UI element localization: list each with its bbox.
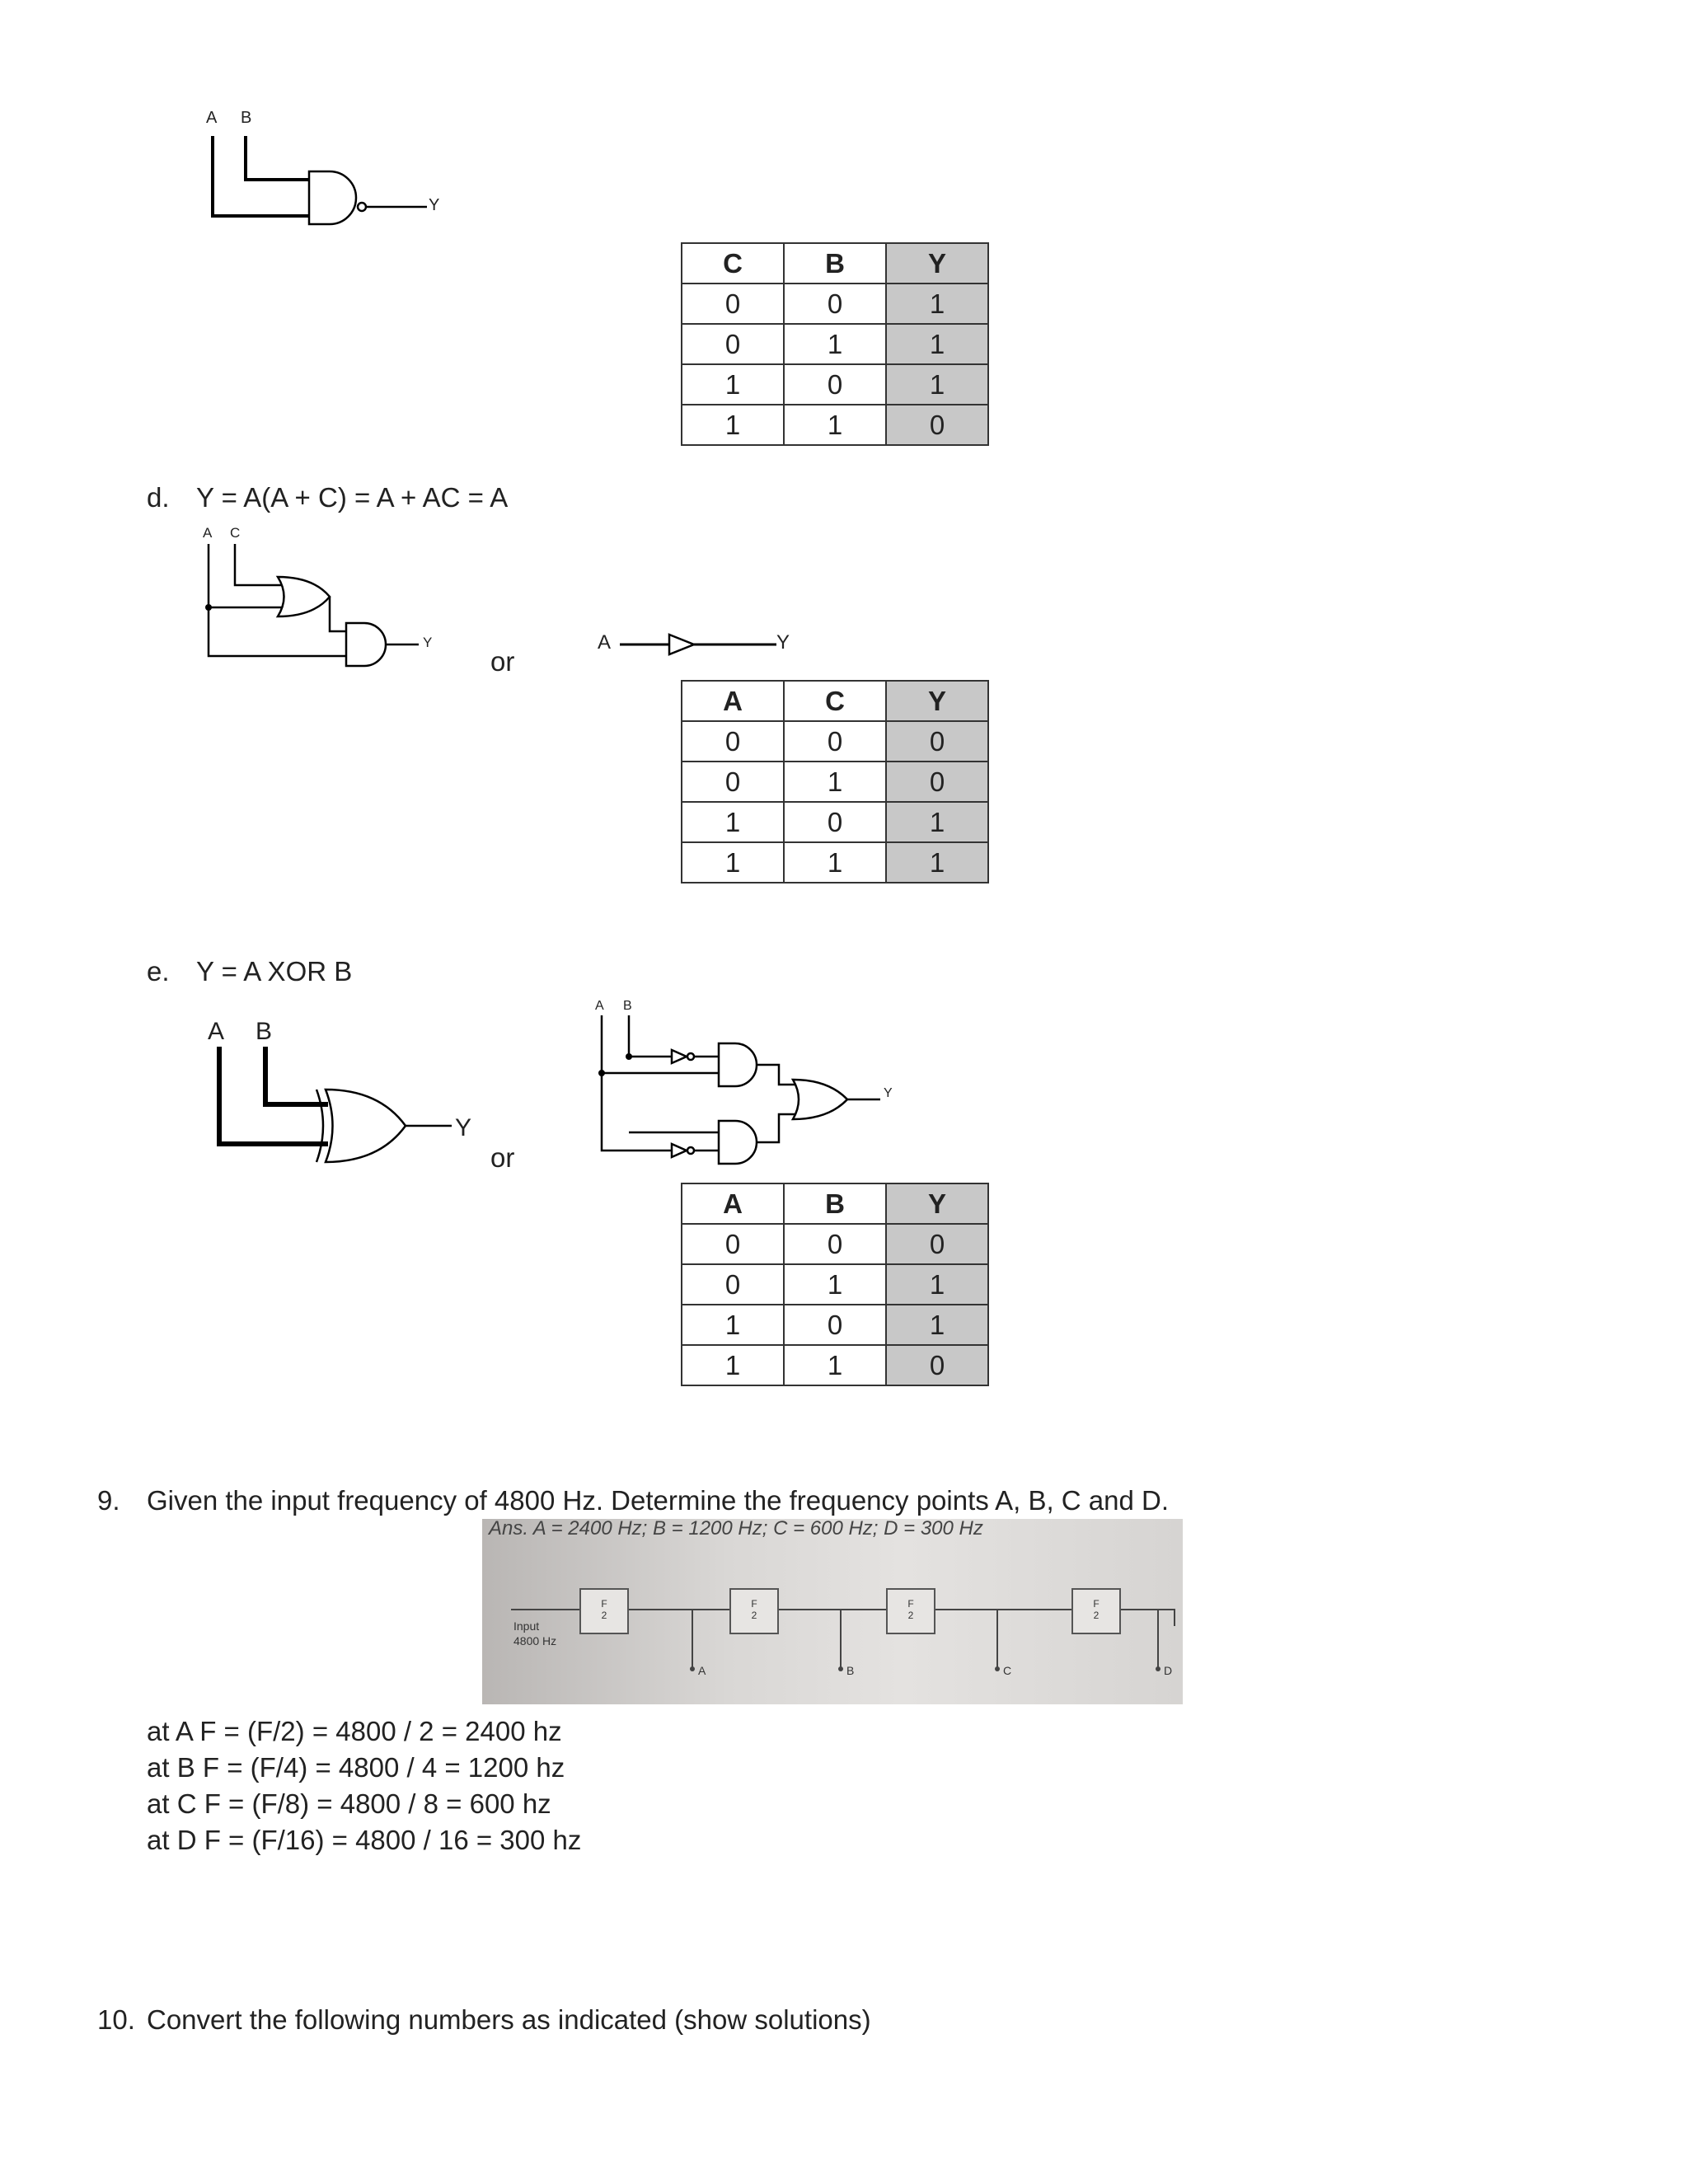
divider-box-4 xyxy=(1071,1588,1121,1634)
cell: 1 xyxy=(682,802,784,842)
cell: 0 xyxy=(682,284,784,324)
header-a: A xyxy=(682,1183,784,1224)
point-b-label: B xyxy=(846,1664,855,1677)
cell: 1 xyxy=(886,1264,988,1305)
cell: 0 xyxy=(886,721,988,762)
header-y: Y xyxy=(886,1183,988,1224)
xor-equivalent-gates xyxy=(0,0,907,1187)
alt-input-label-b: B xyxy=(623,999,632,1013)
cell: 0 xyxy=(886,1345,988,1385)
header-c: C xyxy=(784,681,886,721)
divider-box-2 xyxy=(729,1588,779,1634)
cell: 0 xyxy=(682,1224,784,1264)
table-row xyxy=(682,1264,988,1305)
input-label-a: A xyxy=(203,525,213,541)
divider-box-1 xyxy=(579,1588,629,1634)
cell: 0 xyxy=(682,1264,784,1305)
cell: 1 xyxy=(886,802,988,842)
question-9-text: Given the input frequency of 4800 Hz. Determine the frequency points A, B, C and D. xyxy=(147,1485,1170,1516)
cell: 1 xyxy=(682,364,784,405)
cell: 0 xyxy=(784,364,886,405)
cell: 1 xyxy=(886,1305,988,1345)
cell: 1 xyxy=(886,284,988,324)
input-label-a: A xyxy=(208,1018,225,1045)
solution-d: at D F = (F/16) = 4800 / 16 = 300 hz xyxy=(147,1825,582,1855)
input-label-c: C xyxy=(230,525,241,541)
table-header-row xyxy=(682,1183,988,1224)
question-10-text: Convert the following numbers as indicated (show solutions) xyxy=(147,2004,871,2035)
solution-a: at A F = (F/2) = 4800 / 2 = 2400 hz xyxy=(147,1716,562,1746)
section-d-equation: Y = A(A + C) = A + AC = A xyxy=(196,482,509,513)
point-d-label: D xyxy=(1164,1664,1173,1677)
or-label-e: or xyxy=(490,1142,515,1173)
frequency-divider-photo xyxy=(482,1519,1183,1704)
alt-output-label-y: Y xyxy=(884,1086,893,1100)
cell: 0 xyxy=(784,1224,886,1264)
cell: 0 xyxy=(784,721,886,762)
table-row xyxy=(682,1224,988,1264)
cell: 0 xyxy=(886,1224,988,1264)
cell: 0 xyxy=(886,762,988,802)
cell: 1 xyxy=(682,1345,784,1385)
cell: 1 xyxy=(886,842,988,883)
question-9-number: 9. xyxy=(97,1485,120,1516)
divider-label: F 2 xyxy=(601,1598,607,1621)
divider-label: F 2 xyxy=(751,1598,757,1621)
cell: 0 xyxy=(784,802,886,842)
section-e-equation: Y = A XOR B xyxy=(196,956,353,987)
photo-input-label: Input xyxy=(513,1619,540,1633)
cell: 1 xyxy=(784,1264,886,1305)
alt-input-label-a: A xyxy=(595,999,604,1013)
point-a-label: A xyxy=(698,1664,706,1677)
cell: 1 xyxy=(784,405,886,445)
divider-label: F 2 xyxy=(907,1598,914,1621)
cell: 0 xyxy=(682,762,784,802)
header-a: A xyxy=(682,681,784,721)
input-label-a: A xyxy=(206,109,218,127)
cell: 1 xyxy=(784,762,886,802)
cell: 1 xyxy=(682,842,784,883)
divider-label: F 2 xyxy=(1093,1598,1100,1621)
cell: 1 xyxy=(886,324,988,364)
cell: 0 xyxy=(886,405,988,445)
header-b: B xyxy=(784,1183,886,1224)
cell: 1 xyxy=(886,364,988,405)
section-e-marker: e. xyxy=(147,956,170,987)
solution-c: at C F = (F/8) = 4800 / 8 = 600 hz xyxy=(147,1788,551,1819)
divider-box-3 xyxy=(886,1588,935,1634)
cell: 1 xyxy=(784,842,886,883)
cell: 1 xyxy=(784,1345,886,1385)
cell: 1 xyxy=(682,1305,784,1345)
buffer-output-label: Y xyxy=(776,631,790,654)
cell: 1 xyxy=(784,324,886,364)
output-label-y: Y xyxy=(423,635,433,650)
header-b: B xyxy=(784,243,886,284)
output-label-y: Y xyxy=(455,1114,472,1141)
input-label-b: B xyxy=(241,109,252,127)
question-10-number: 10. xyxy=(97,2004,135,2035)
header-c: C xyxy=(682,243,784,284)
section-d-marker: d. xyxy=(147,482,170,513)
photo-answer: Ans. A = 2400 Hz; B = 1200 Hz; C = 600 Hz; D = 300 Hz xyxy=(489,1517,983,1540)
buffer-input-label: A xyxy=(598,631,612,654)
cell: 1 xyxy=(682,405,784,445)
input-label-b: B xyxy=(256,1018,273,1045)
solution-b: at B F = (F/4) = 4800 / 4 = 1200 hz xyxy=(147,1752,565,1783)
cell: 0 xyxy=(784,1305,886,1345)
photo-input-freq: 4800 Hz xyxy=(513,1634,557,1647)
header-y: Y xyxy=(886,681,988,721)
cell: 0 xyxy=(784,284,886,324)
table-row xyxy=(682,1345,988,1385)
cell: 0 xyxy=(682,721,784,762)
header-y: Y xyxy=(886,243,988,284)
truth-table-e xyxy=(681,1183,989,1386)
output-label-y: Y xyxy=(429,196,440,214)
or-label-d: or xyxy=(490,646,515,677)
table-row xyxy=(682,1305,988,1345)
cell: 0 xyxy=(682,324,784,364)
point-c-label: C xyxy=(1003,1664,1012,1677)
